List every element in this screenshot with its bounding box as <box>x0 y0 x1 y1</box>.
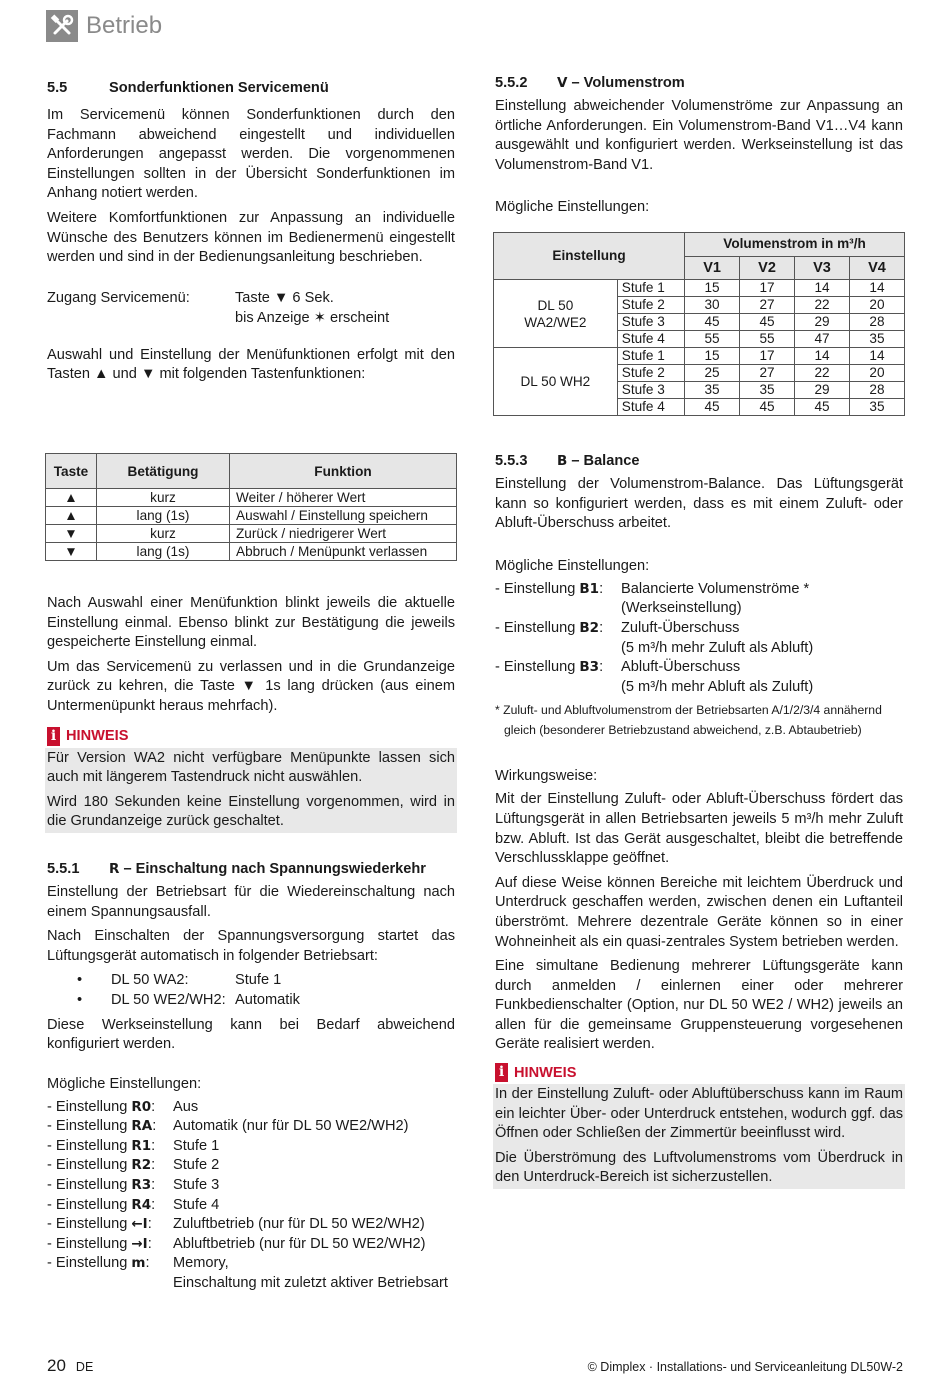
setting-code: R1 <box>131 1137 152 1154</box>
heading-5-5-3 <box>495 451 903 471</box>
setting-code: V <box>557 75 568 91</box>
page-number: 20 <box>47 1356 66 1375</box>
setting-code: B <box>557 453 568 469</box>
setting-prefix: - Einstellung <box>47 1196 128 1213</box>
options-label: Mögliche Einstellungen: <box>47 1075 202 1092</box>
paragraph: Einstellung der Betriebsart für die Wiedereinschaltung nach einem Spannungsausfall. <box>47 883 455 920</box>
right-column-2 <box>495 451 903 1189</box>
col-header: Taste <box>46 454 97 489</box>
table-header-row <box>46 454 457 489</box>
setting-desc: Stufe 3 <box>173 1177 220 1194</box>
table-cell: 14 <box>795 280 850 297</box>
table-cell: 27 <box>740 365 795 382</box>
r-settings-list <box>47 1098 455 1274</box>
table-cell: 17 <box>740 280 795 297</box>
setting-desc: Balancierte Volumenströme * <box>621 580 810 597</box>
col-header: Funktion <box>230 454 457 489</box>
info-icon: i <box>47 727 60 746</box>
table-cell: 45 <box>685 399 740 416</box>
table-cell: 45 <box>685 314 740 331</box>
table-cell: 55 <box>685 331 740 348</box>
setting-row: - Einstellung R0: Aus <box>47 1098 455 1118</box>
paragraph: Um das Servicemenü zu verlassen und in die Grundanzeige zurück zu kehren, die Taste ▼ 1s lang drücken (aus einem Untermenüpunkt heraus mehrfach). <box>47 658 455 714</box>
setting-prefix: - Einstellung <box>47 1098 128 1115</box>
band-header: V4 <box>849 256 904 280</box>
setting-desc: Memory, <box>173 1255 229 1272</box>
table-cell: ▼ <box>46 543 97 561</box>
setting-code: R2 <box>131 1157 152 1174</box>
table-cell: Stufe 3 <box>617 382 684 399</box>
table-cell: 47 <box>795 331 850 348</box>
table-cell: Stufe 2 <box>617 297 684 314</box>
footnote: * Zuluft- und Abluftvolumenstrom der Betriebsarten A/1/2/3/4 annähernd <box>495 703 882 718</box>
setting-desc: Aus <box>173 1098 199 1115</box>
table-cell: 22 <box>795 297 850 314</box>
table-cell: 14 <box>849 348 904 365</box>
copyright: © Dimplex · Installations- und Serviceanleitung DL50W-2 <box>587 1360 903 1374</box>
setting-desc: Stufe 1 <box>173 1137 220 1154</box>
setting-prefix: - Einstellung <box>47 1137 128 1154</box>
table-row <box>46 525 457 543</box>
setting-desc: Automatik (nur für DL 50 WE2/WH2) <box>173 1118 409 1135</box>
table-cell: Stufe 1 <box>617 280 684 297</box>
setting-row: - Einstellung B1: Balancierte Volumenströme * (Werkseinstellung) <box>495 580 903 619</box>
tools-icon <box>46 10 78 42</box>
setting-code: m <box>131 1255 146 1272</box>
options-label: Mögliche Einstellungen: <box>495 557 650 574</box>
options-label: Mögliche Einstellungen: <box>495 199 650 216</box>
setting-row: - Einstellung →I: Abluftbetrieb (nur für DL 50 WE2/WH2) <box>47 1235 455 1255</box>
heading-text: – Volumenstrom <box>571 75 685 91</box>
heading-text: – Balance <box>571 453 640 469</box>
section-title: Betrieb <box>86 12 163 39</box>
table-cell: 25 <box>685 365 740 382</box>
b-settings-list <box>495 580 903 698</box>
table-cell: 35 <box>740 382 795 399</box>
hint-title <box>47 727 455 746</box>
bullet-device: DL 50 WA2: <box>111 972 189 989</box>
heading-number: 5.5.1 <box>47 860 80 877</box>
table-cell: lang (1s) <box>97 507 230 525</box>
table-row <box>46 489 457 507</box>
setting-desc-detail: (5 m³/h mehr Abluft als Zuluft) <box>621 678 814 695</box>
page-footer <box>47 1356 903 1378</box>
col-header: Einstellung <box>494 233 685 280</box>
heading-number: 5.5 <box>47 80 68 96</box>
table-cell: 45 <box>795 399 850 416</box>
setting-prefix: - Einstellung <box>47 1235 128 1252</box>
paragraph: Weitere Komfortfunktionen zur Anpassung an individuelle Wünsche des Benutzers können im Bedienermenü eingestellt werden und sind in der Bedienungsanleitung beschrieben. <box>47 209 455 266</box>
setting-desc: Stufe 4 <box>173 1196 220 1213</box>
setting-code: B1 <box>579 580 600 597</box>
access-row <box>47 288 455 328</box>
table-cell: Auswahl / Einstellung speichern <box>230 507 457 525</box>
table-row <box>494 348 905 365</box>
table-cell: 45 <box>740 399 795 416</box>
table-cell: kurz <box>97 525 230 543</box>
table-cell: 45 <box>740 314 795 331</box>
setting-prefix: - Einstellung <box>47 1177 128 1194</box>
heading-text: – Einschaltung nach Spannungswiederkehr <box>123 860 426 877</box>
table-header-row <box>494 233 905 257</box>
table-cell: 22 <box>795 365 850 382</box>
keys-table <box>45 453 457 561</box>
setting-code: R <box>109 860 120 877</box>
table-cell: 15 <box>685 280 740 297</box>
table-cell: ▼ <box>46 525 97 543</box>
heading-5-5 <box>47 78 455 98</box>
setting-desc: Zuluftbetrieb (nur für DL 50 WE2/WH2) <box>173 1216 425 1233</box>
setting-row: - Einstellung ←I: Zuluftbetrieb (nur für DL 50 WE2/WH2) <box>47 1215 455 1235</box>
bullet-device: DL 50 WE2/WH2: <box>111 991 226 1008</box>
memory-line2: Einschaltung mit zuletzt aktiver Betriebsart <box>173 1275 448 1292</box>
setting-prefix: - Einstellung <box>495 619 576 636</box>
table-row <box>46 543 457 561</box>
right-column <box>495 73 903 217</box>
left-column-2 <box>47 594 455 1294</box>
table-cell: 35 <box>849 331 904 348</box>
table-cell: Abbruch / Menüpunkt verlassen <box>230 543 457 561</box>
setting-row: - Einstellung RA: Automatik (nur für DL 50 WE2/WH2) <box>47 1117 455 1137</box>
info-icon: i <box>495 1063 508 1082</box>
mode-label: Wirkungsweise: <box>495 768 598 785</box>
table-cell: 35 <box>849 399 904 416</box>
setting-prefix: - Einstellung <box>47 1216 128 1233</box>
setting-row: - Einstellung R1: Stufe 1 <box>47 1137 455 1157</box>
band-header: V2 <box>740 256 795 280</box>
band-header: V3 <box>795 256 850 280</box>
table-cell: 20 <box>849 297 904 314</box>
col-header: Volumenstrom in m³/h <box>685 233 905 257</box>
access-label: Zugang Servicemenü: <box>47 289 190 306</box>
table-cell: Zurück / niedrigerer Wert <box>230 525 457 543</box>
band-header: V1 <box>685 256 740 280</box>
table-cell: 30 <box>685 297 740 314</box>
paragraph: Einstellung abweichender Volumenströme zur Anpassung an örtliche Anforderungen. Ein Volumenstrom-Band V1…V4 kann ausgewählt und konfiguriert werden. Werkseinstellung ist das Volumenstrom-Band V1. <box>495 98 903 173</box>
page-header <box>46 8 162 44</box>
table-cell: 28 <box>849 382 904 399</box>
bullet-list <box>77 971 455 1010</box>
paragraph: Mit der Einstellung Zuluft- oder Abluft-Überschuss fördert das Lüftungsgerät in allen Betriebsarten jeweils 5 m³/h mehr Zuluft bzw. Abluft. Ist das Gerät ausgeschaltet, bleibt die betreffende Verschlussklappe geöffnet. <box>495 791 903 867</box>
table-row <box>46 507 457 525</box>
setting-desc: Abluftbetrieb (nur für DL 50 WE2/WH2) <box>173 1235 426 1252</box>
table-cell: 17 <box>740 348 795 365</box>
setting-row: - Einstellung B2: Zuluft-Überschuss (5 m³/h mehr Zuluft als Abluft) <box>495 619 903 658</box>
setting-desc: Stufe 2 <box>173 1157 220 1174</box>
volume-table <box>493 232 905 416</box>
setting-code: R3 <box>131 1177 152 1194</box>
paragraph: Auf diese Weise können Bereiche mit leichtem Überdruck und Unterdruck geschaffen werden, zwischen denen ein Luftanteil überströmt. Mehrere dezentrale Geräte können so in einer Wohneinheit als ein quasi-zentrales System betrieben werden. <box>495 874 903 950</box>
setting-desc: Zuluft-Überschuss <box>621 619 740 636</box>
heading-text: Sonderfunktionen Servicemenü <box>109 80 329 96</box>
heading-number: 5.5.2 <box>495 75 528 91</box>
setting-row: - Einstellung R2: Stufe 2 <box>47 1156 455 1176</box>
hint-box <box>45 748 457 833</box>
table-cell: 14 <box>795 348 850 365</box>
table-cell: kurz <box>97 489 230 507</box>
table-cell: 20 <box>849 365 904 382</box>
paragraph: Nach Auswahl einer Menüfunktion blinkt jeweils die aktuelle Einstellung einmal. Ebenso blinkt zur Bestätigung die jeweils gespeicherte Einstellung einmal. <box>47 595 455 651</box>
hint-text: Die Überströmung des Luftvolumenstroms vom Überdruck in den Unterdruck-Bereich ist sicherzustellen. <box>495 1149 903 1186</box>
device-cell: DL 50 WH2 <box>494 348 618 416</box>
access-line: bis Anzeige ✶ erscheint <box>235 309 390 326</box>
table-cell: ▲ <box>46 507 97 525</box>
bullet-value: Automatik <box>235 991 300 1008</box>
table-cell: 29 <box>795 314 850 331</box>
table-cell: lang (1s) <box>97 543 230 561</box>
table-cell: ▲ <box>46 489 97 507</box>
setting-code: B3 <box>579 659 600 676</box>
list-item: • DL 50 WE2/WH2: Automatik <box>77 991 455 1011</box>
heading-5-5-2 <box>495 73 903 93</box>
setting-prefix: - Einstellung <box>47 1118 128 1135</box>
paragraph: Nach Einschalten der Spannungsversorgung startet das Lüftungsgerät automatisch in folgender Betriebsart: <box>47 928 455 964</box>
language-code: DE <box>75 1360 94 1374</box>
footnote: gleich (besonderer Betriebzustand abweichend, z.B. Abtaubetrieb) <box>504 723 862 738</box>
hint-text: In der Einstellung Zuluft- oder Abluftüberschuss kann im Raum ein leichter Über- oder Unterdruck entstehen, wodurch ggf. das Öffnen oder Schließen der Zimmertür beeinflusst wird. <box>495 1086 903 1142</box>
table-cell: Stufe 3 <box>617 314 684 331</box>
setting-code: RA <box>131 1118 153 1135</box>
setting-code: R4 <box>131 1196 152 1213</box>
table-cell: Weiter / höherer Wert <box>230 489 457 507</box>
hint-box <box>493 1084 905 1189</box>
setting-desc-detail: (Werkseinstellung) <box>621 600 742 617</box>
left-column <box>47 76 455 390</box>
table-cell: 15 <box>685 348 740 365</box>
setting-prefix: - Einstellung <box>47 1255 128 1272</box>
setting-code: R0 <box>131 1098 152 1115</box>
setting-row: - Einstellung R4: Stufe 4 <box>47 1196 455 1216</box>
table-cell: 29 <box>795 382 850 399</box>
hint-text: Für Version WA2 nicht verfügbare Menüpunkte lassen sich auch mit längerem Tastendruck nicht auswählen. <box>47 749 455 786</box>
paragraph: Eine simultane Bedienung mehrerer Lüftungsgeräte kann durch anmelden / einlernen einer oder mehrerer Funkbedienschalter (Option, nur DL 50 WE2 / WH2) jeweils an allen für die gemeinsame Gruppensteuerung vorgesehenen Geräte realisiert werden. <box>495 958 903 1053</box>
setting-code: B2 <box>579 619 600 636</box>
table-cell: 28 <box>849 314 904 331</box>
table-cell: Stufe 1 <box>617 348 684 365</box>
access-line: Taste ▼ 6 Sek. <box>235 289 334 306</box>
table-cell: Stufe 4 <box>617 399 684 416</box>
hint-text: Wird 180 Sekunden keine Einstellung vorgenommen, wird in die Grundanzeige zurück geschaltet. <box>47 793 455 830</box>
setting-desc-detail: (5 m³/h mehr Zuluft als Abluft) <box>621 639 814 656</box>
table-cell: Stufe 2 <box>617 365 684 382</box>
setting-row: - Einstellung m: Memory, <box>47 1254 455 1274</box>
table-cell: 55 <box>740 331 795 348</box>
setting-row: - Einstellung R3: Stufe 3 <box>47 1176 455 1196</box>
device-cell: DL 50 WA2/WE2 <box>494 280 618 348</box>
heading-number: 5.5.3 <box>495 453 528 469</box>
paragraph: Einstellung der Volumenstrom-Balance. Das Lüftungsgerät kann so konfiguriert werden, dass es mit einem Zuluft- oder Abluft-Überschuss arbeitet. <box>495 476 903 532</box>
table-cell: 27 <box>740 297 795 314</box>
paragraph: Auswahl und Einstellung der Menüfunktionen erfolgt mit den Tasten ▲ und ▼ mit folgenden Tastenfunktionen: <box>47 346 455 383</box>
setting-prefix: - Einstellung <box>47 1157 128 1174</box>
hint-label: HINWEIS <box>66 728 129 745</box>
table-cell: 35 <box>685 382 740 399</box>
hint-title <box>495 1063 903 1082</box>
bullet-value: Stufe 1 <box>235 972 282 989</box>
setting-prefix: - Einstellung <box>495 659 576 676</box>
col-header: Betätigung <box>97 454 230 489</box>
table-cell: Stufe 4 <box>617 331 684 348</box>
list-item: • DL 50 WA2: Stufe 1 <box>77 971 455 991</box>
heading-5-5-1 <box>47 859 455 879</box>
table-row <box>494 280 905 297</box>
paragraph: Im Servicemenü können Sonderfunktionen durch den Fachmann abweichend eingestellt und individuellen Anforderungen angepasst werden. Die vorgenommenen Einstellungen sollten in der Übersicht Sonderfunktionen im Anhang notiert werden. <box>47 107 455 202</box>
setting-desc: Abluft-Überschuss <box>621 659 741 676</box>
paragraph: Diese Werkseinstellung kann bei Bedarf abweichend konfiguriert werden. <box>47 1016 455 1053</box>
setting-prefix: - Einstellung <box>495 580 576 597</box>
setting-code: →I <box>131 1235 148 1252</box>
hint-label: HINWEIS <box>514 1064 577 1081</box>
setting-row: - Einstellung B3: Abluft-Überschuss (5 m³/h mehr Abluft als Zuluft) <box>495 658 903 697</box>
setting-code: ←I <box>131 1216 148 1233</box>
table-cell: 14 <box>849 280 904 297</box>
